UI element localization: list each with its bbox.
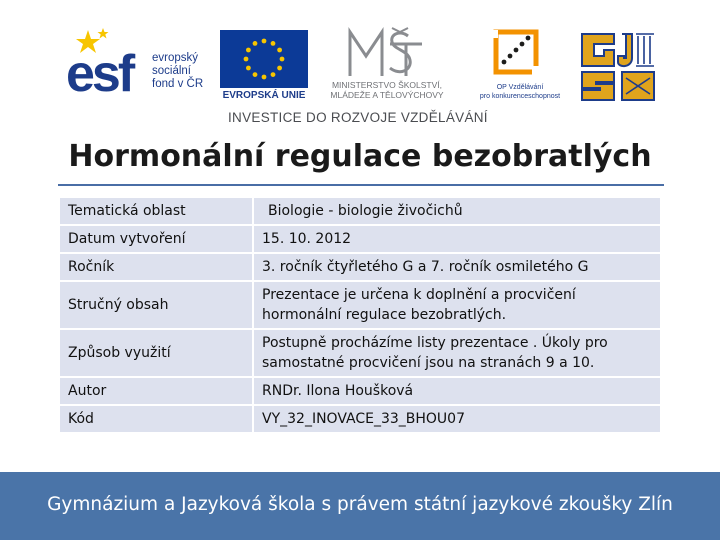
table-row [59,405,661,433]
footer-school-name: Gymnázium a Jazyková škola s právem státní jazykové zkoušky Zlín [47,494,673,515]
op-vzdelavani-icon [488,28,544,80]
table-row [59,197,661,225]
slide-title: Hormonální regulace bezobratlých [68,139,652,174]
table-row [59,253,661,281]
op-logo [470,28,570,104]
row-value: 15. 10. 2012 [253,225,661,253]
row-value: Postupně procházíme listy prezentace . Úkoly pro samostatné procvičení jsou na stranách 9 a 10. [253,329,661,377]
row-label: Způsob využití [59,329,253,377]
msmt-logo [312,26,462,102]
op-line: OP Vzdělávání [496,84,544,91]
msmt-monogram-icon [346,26,426,78]
msmt-line: MINISTERSTVO ŠKOLSTVÍ, [331,80,443,90]
row-label: Tematická oblast [59,197,253,225]
investice-tagline: INVESTICE DO ROZVOJE VZDĚLÁVÁNÍ [228,110,488,125]
row-value: Prezentace je určena k doplnění a procvičení hormonální regulace bezobratlých. [253,281,661,329]
info-table [58,196,662,434]
eu-label: EVROPSKÁ UNIE [222,90,306,101]
row-label: Kód [59,405,253,433]
table-row [59,377,661,405]
table-row [59,281,661,329]
esf-caption [152,52,203,91]
esf-line: sociální [152,65,191,77]
logo-band [0,0,720,132]
row-value: Biologie - biologie živočichů [253,197,661,225]
esf-logo [66,28,216,104]
row-value: 3. ročník čtyřletého G a 7. ročník osmiletého G [253,253,661,281]
op-line: pro konkurenceschopnost [479,92,561,100]
row-label: Autor [59,377,253,405]
eu-logo [220,30,308,102]
row-value: VY_32_INOVACE_33_BHOU07 [253,405,661,433]
row-label: Stručný obsah [59,281,253,329]
gjs-school-logo-icon [578,28,658,104]
title-divider [58,184,664,186]
esf-line: evropský [152,52,199,64]
esf-line: fond v ČR [152,78,204,90]
row-label: Ročník [59,253,253,281]
op-caption [470,84,570,101]
esf-wordmark: esf [66,45,133,103]
msmt-caption [312,80,462,100]
table-row [59,225,661,253]
footer-bar [0,472,720,540]
table-row [59,329,661,377]
row-label: Datum vytvoření [59,225,253,253]
msmt-line: MLÁDEŽE A TĚLOVÝCHOVY [330,90,444,100]
eu-flag-icon [220,30,308,88]
row-value: RNDr. Ilona Houšková [253,377,661,405]
